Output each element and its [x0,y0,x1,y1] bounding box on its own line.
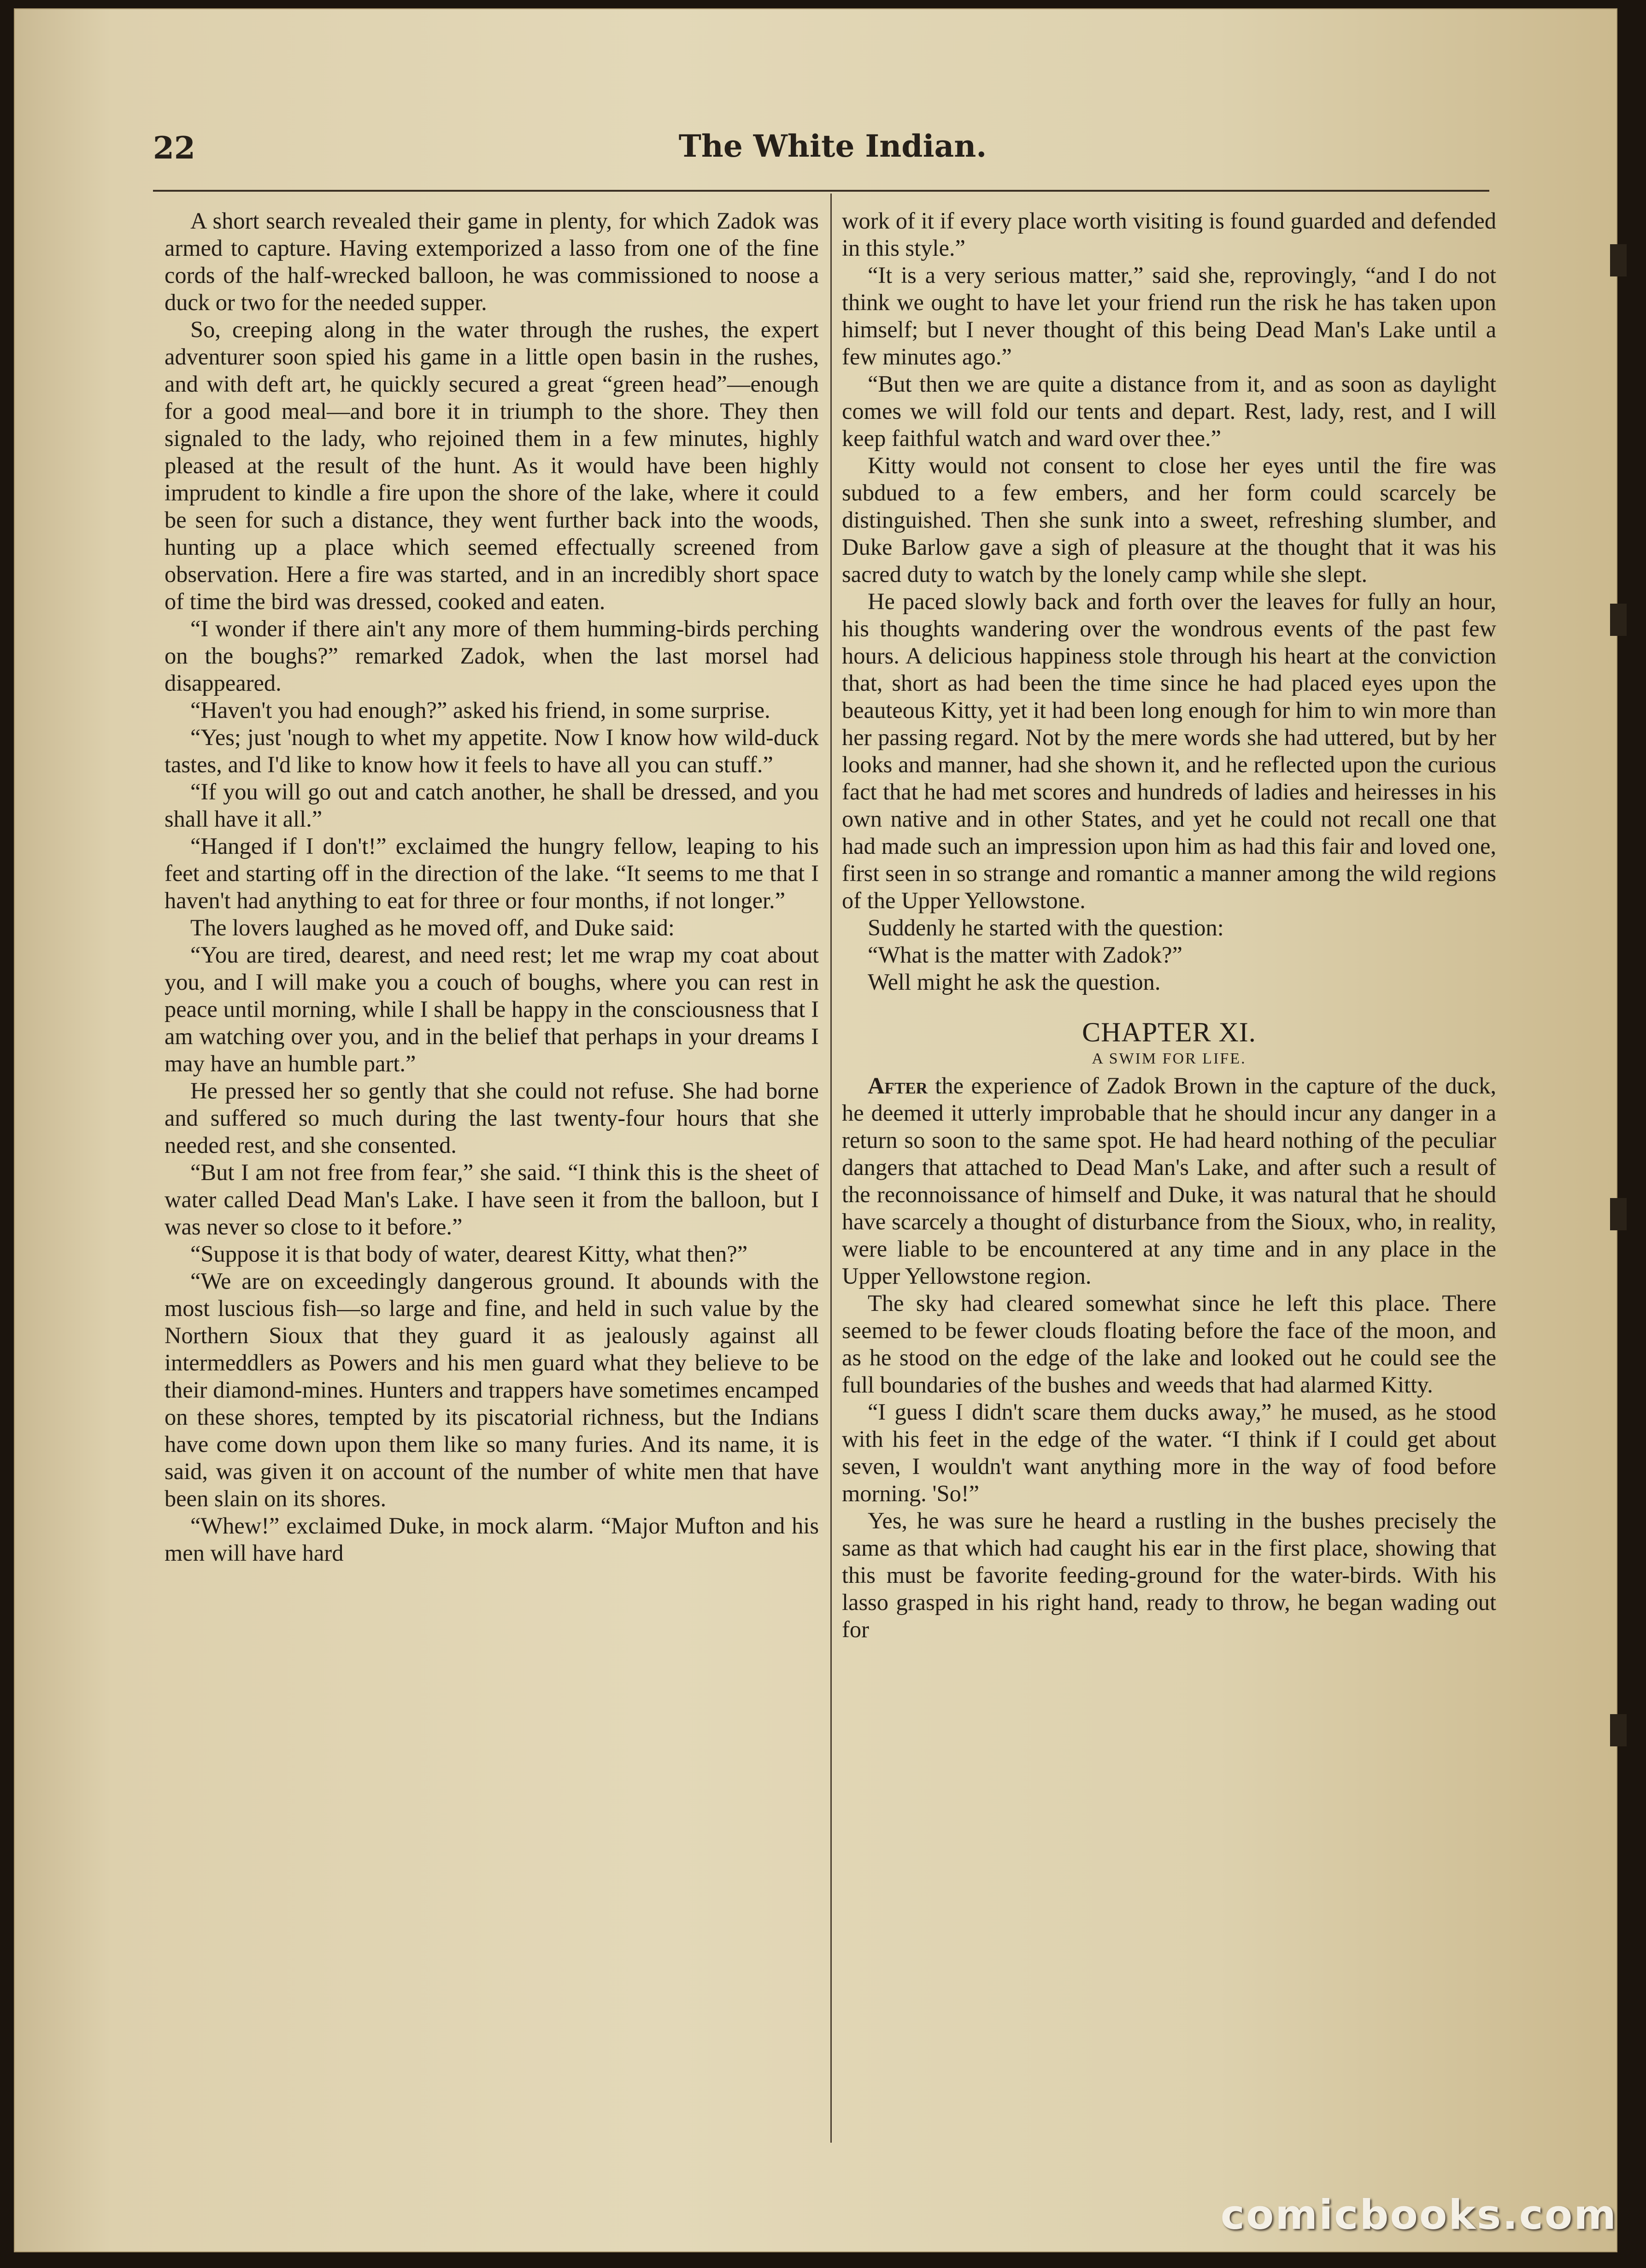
paragraph: “We are on exceedingly dangerous ground. It abounds with the most luscious fish—so large and fine, and held in such value by the Northern Sioux that they guard it as jealously against all intermeddlers as Powers and his men guard what they believe to be their diamond-mines. Hunters and trappers have sometimes encamped on these shores, tempted by its piscatorial richness, but the Indians have come down upon them like so many furies. And its name, it is said, was given it on account of the number of white men that have been slain on its shores. [165,1268,819,1511]
paragraph: “You are tired, dearest, and need rest; let me wrap my coat about you, and I will make you a couch of boughs, where you can rest in peace until morning, while I shall be happy in the consciousness that I am watching over you, and in the belief that perhaps in your dreams I may have an humble part.” [165,942,819,1076]
paragraph: “What is the matter with Zadok?” [868,942,1182,968]
paragraph: “I guess I didn't scare them ducks away,” he mused, as he stood with his feet in the edge of the water. “I think if I could get about seven, I wouldn't want anything more in the way of food before morning. 'So!” [842,1399,1496,1506]
paragraph: “Hanged if I don't!” exclaimed the hungry fellow, leaping to his feet and starting off in the direction of the lake. “It seems to me that I haven't had anything to eat for three or four months, if not longer.” [165,833,819,913]
running-title: The White Indian. [678,128,987,164]
paragraph: He pressed her so gently that she could not refuse. She had borne and suffered so much during the last twenty-four hours that she needed rest, and she consented. [165,1078,819,1158]
paragraph: Yes, he was sure he heard a rustling in the bushes precisely the same as that which had caught his ear in the first place, showing that this must be favorite feeding-ground for the water-birds. With his lasso grasped in his right hand, ready to throw, he began wading out for [842,1508,1496,1642]
paragraph: “Whew!” exclaimed Duke, in mock alarm. “Major Mufton and his men will have hard [165,1513,819,1566]
right-column [842,207,1496,2143]
paragraph: work of it if every place worth visiting is found guarded and defended in this style.” [842,208,1496,261]
paragraph: “Haven't you had enough?” asked his friend, in some surprise. [190,697,770,723]
paragraph: So, creeping along in the water through the rushes, the expert adventurer soon spied his game in a little open basin in the rushes, and with deft art, he quickly secured a great “green head”—enough for a good meal—and bore it in triumph to the shore. They then signaled to the lady, who rejoined them in a few minutes, highly pleased at the result of the hunt. As it would have been highly imprudent to kindle a fire upon the shore of the lake, where it could be seen for such a distance, they went further back into the woods, hunting up a place which seemed effectually screened from observation. Here a fire was started, and in an incredibly short space of time the bird was dressed, cooked and eaten. [165,317,819,614]
chapter-subtitle: A SWIM FOR LIFE. [1092,1050,1246,1067]
paragraph: Suddenly he started with the question: [868,915,1224,940]
binding-mark [1610,1198,1627,1230]
chapter-opening-paragraph [842,1072,1496,1290]
column-divider [830,194,832,2143]
opening-text: the experience of Zadok Brown in the capture of the duck, he deemed it utterly improbable that he should incur any danger in a return so soon to the same spot. He had heard nothing of the peculiar dangers that attached to Dead Man's Lake, and after such a result of the reconnoissance of himself and Duke, it was natural that he should have scarcely a thought of disturbance from the Sioux, who, in reality, were liable to be encountered at any time and in any place in the Upper Yellowstone region. [842,1073,1496,1289]
paragraph: “But I am not free from fear,” she said. “I think this is the sheet of water called Dead Man's Lake. I have seen it from the balloon, but I was never so close to it before.” [165,1159,819,1240]
paragraph: “It is a very serious matter,” said she, reprovingly, “and I do not think we ought to have let your friend run the risk he has taken upon himself; but I never thought of this being Dead Man's Lake until a few minutes ago.” [842,262,1496,370]
paragraph: “But then we are quite a distance from it, and as soon as daylight comes we will fold our tents and depart. Rest, lady, rest, and I will keep faithful watch and ward over thee.” [842,371,1496,451]
binding-mark [1610,1714,1627,1746]
paragraph: “Suppose it is that body of water, dearest Kitty, what then?” [190,1241,748,1267]
paragraph: Well might he ask the question. [868,969,1161,995]
paragraph: A short search revealed their game in plenty, for which Zadok was armed to capture. Having extemporized a lasso from one of the fine cords of the half-wrecked balloon, he was commissioned to noose a duck or two for the needed supper. [165,208,819,315]
binding-mark [1610,244,1627,276]
chapter-title: CHAPTER XI. [1082,1017,1256,1047]
page-number: 22 [153,130,195,166]
paragraph: The lovers laughed as he moved off, and Duke said: [190,915,675,940]
paragraph: “I wonder if there ain't any more of them humming-birds perching on the boughs?” remarked Zadok, when the last morsel had disappeared. [165,616,819,696]
opening-word: After [868,1073,928,1099]
paragraph: Kitty would not consent to close her eyes until the fire was subdued to a few embers, and her form could scarcely be distinguished. Then she sunk into a sweet, refreshing slumber, and Duke Barlow gave a sigh of pleasure at the thought that it was his sacred duty to watch by the lonely camp while she slept. [842,452,1496,587]
left-column [165,207,819,2143]
magazine-page [14,8,1617,2252]
binding-mark [1610,604,1627,636]
paragraph: “Yes; just 'nough to whet my appetite. Now I know how wild-duck tastes, and I'd like to know how it feels to have all you can stuff.” [165,724,819,777]
paragraph: He paced slowly back and forth over the leaves for fully an hour, his thoughts wandering over the wondrous events of the past few hours. A delicious happiness stole through his heart at the conviction that, short as had been the time since he had placed eyes upon the beauteous Kitty, yet it had been long enough for him to win more than her passing regard. Not by the mere words she had uttered, but by her looks and manner, had she shown it, and he reflected upon the curious fact that he had met scores and hundreds of ladies and heiresses in his own native and in other States, and yet he could not recall one that had made such an impression upon him as had this fair and loved one, first seen in so strange and romantic a manner among the wild regions of the Upper Yellowstone. [842,588,1496,913]
paragraph: The sky had cleared somewhat since he left this place. There seemed to be fewer clouds floating before the face of the moon, and as he stood on the edge of the lake and looked out he could see the full boundaries of the bushes and weeds that had alarmed Kitty. [842,1290,1496,1398]
site-watermark: comicbooks.com [1220,2191,1617,2239]
header-rule [153,190,1489,192]
paragraph: “If you will go out and catch another, he shall be dressed, and you shall have it all.” [165,779,819,832]
